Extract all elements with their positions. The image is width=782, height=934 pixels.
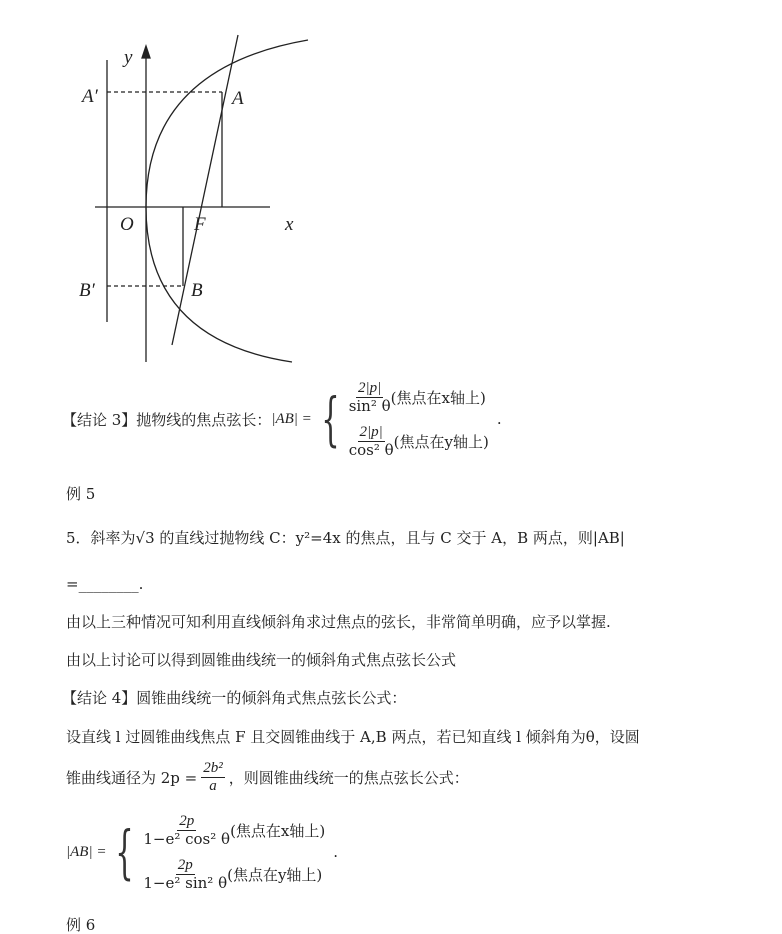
- fraction-numerator: 2p: [179, 813, 195, 829]
- fraction-denominator: 1−e² sin² θ: [143, 873, 228, 892]
- example-5-label: 例 5: [66, 485, 96, 503]
- question-5-answer-blank: =________.: [66, 575, 144, 593]
- period: .: [496, 410, 502, 428]
- conclusion-3-prefix: 【结论 3】抛物线的焦点弦长：: [62, 410, 272, 429]
- label-f: F: [194, 214, 206, 235]
- formula-lhs: |AB| =: [66, 843, 107, 860]
- label-a-prime: A′: [82, 86, 98, 107]
- fraction-denominator: sin² θ: [348, 396, 391, 415]
- paragraph-4: [66, 760, 469, 794]
- formula-lhs: |AB| =: [271, 410, 312, 427]
- parabola-figure: [0, 0, 400, 370]
- label-b-prime: B′: [79, 280, 95, 301]
- paragraph-1: 由以上三种情况可知利用直线倾斜角求过焦点的弦长，非常简单明确，应予以掌握.: [66, 613, 611, 631]
- brace: {: [321, 385, 340, 453]
- conclusion-3: [62, 375, 502, 463]
- label-x: x: [285, 214, 294, 235]
- fraction-denominator: a: [209, 777, 217, 794]
- conclusion-4-title: 【结论 4】圆锥曲线统一的倾斜角式焦点弦长公式：: [62, 689, 407, 707]
- fraction-denominator: cos² θ: [348, 440, 394, 459]
- case-note: (焦点在x轴上): [230, 821, 326, 840]
- case-note: (焦点在y轴上): [227, 865, 323, 884]
- paragraph-2: 由以上讨论可以得到圆锥曲线统一的倾斜角式焦点弦长公式: [66, 651, 457, 669]
- period: .: [333, 843, 339, 861]
- label-b: B: [191, 280, 203, 301]
- fraction-numerator: 2|p|: [359, 424, 383, 440]
- question-5-text: 5．斜率为√3 的直线过抛物线 C：y²=4x 的焦点，且与 C 交于 A，B 两点，则|AB|: [66, 529, 625, 547]
- case-note: (焦点在x轴上): [390, 388, 486, 407]
- fraction-numerator: 2b²: [203, 760, 223, 776]
- case-note: (焦点在y轴上): [393, 432, 489, 451]
- y-axis-arrow: [142, 46, 150, 58]
- fraction-numerator: 2p: [177, 857, 193, 873]
- paragraph-3: 设直线 l 过圆锥曲线焦点 F 且交圆锥曲线于 A,B 两点，若已知直线 l 倾斜角为θ，设圆: [66, 728, 640, 746]
- label-a: A: [232, 88, 244, 109]
- label-o: O: [120, 214, 134, 235]
- brace: {: [115, 818, 135, 886]
- formula-4: [66, 808, 338, 896]
- label-y: y: [124, 47, 133, 68]
- focal-chord-line: [172, 35, 238, 345]
- paragraph-4-after: ，则圆锥曲线统一的焦点弦长公式：: [228, 768, 469, 787]
- paragraph-4-before: 锥曲线通径为 2p =: [66, 768, 198, 787]
- example-6-label: 例 6: [66, 916, 96, 934]
- fraction-denominator: 1−e² cos² θ: [143, 829, 231, 848]
- fraction-numerator: 2|p|: [358, 380, 382, 396]
